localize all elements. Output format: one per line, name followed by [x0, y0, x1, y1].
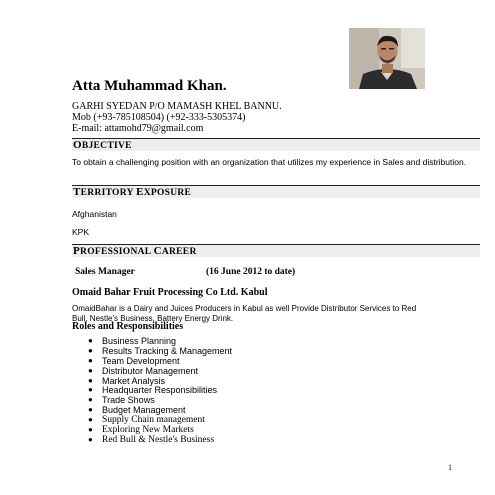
list-item-text: Market Analysis [102, 375, 166, 386]
bullet-icon: ● [88, 434, 93, 444]
bullet-icon: ● [88, 425, 93, 435]
heading-initial: E [136, 186, 144, 198]
heading-rest: AREER [161, 247, 197, 257]
list-item [88, 356, 348, 366]
heading-initial: P [73, 245, 81, 257]
responsibilities-list [88, 336, 348, 445]
list-item-text: Exploring New Markets [102, 425, 194, 436]
list-item-text: Results Tracking & Management [102, 345, 233, 356]
section-heading-objective [72, 138, 480, 151]
territory-item: KPK [72, 227, 90, 237]
bullet-icon: ● [88, 415, 93, 425]
territory-item: Afghanistan [72, 209, 117, 219]
job-role-line [75, 267, 395, 277]
list-item [88, 336, 348, 346]
list-item-text: Supply Chain management [102, 415, 205, 426]
bullet-icon: ● [88, 365, 93, 375]
list-item-text: Trade Shows [102, 395, 155, 406]
candidate-name: Atta Muhammad Khan. [72, 78, 227, 94]
heading-rest: ROFESSIONAL [80, 247, 154, 257]
company-description: OmaidBahar is a Dairy and Juices Producers in Kabul as well Provide Distributor Services to Red Bull, Nestle's Business, Battery Energy Drink. [72, 304, 417, 323]
contact-block [72, 101, 282, 134]
heading-rest: XPOSURE [143, 188, 192, 198]
bullet-icon: ● [88, 385, 93, 395]
list-item-text: Team Development [102, 355, 180, 366]
list-item [88, 346, 348, 356]
list-item [88, 435, 348, 445]
person-photo-icon [349, 28, 425, 89]
bullet-icon: ● [88, 345, 93, 355]
heading-rest: ERRITORY [80, 188, 137, 198]
responsibilities-heading: Roles and Responsibilities [72, 321, 184, 332]
section-heading-territory [72, 185, 480, 198]
section-heading-career [72, 244, 480, 257]
profile-photo [349, 28, 425, 89]
heading-initial: T [73, 186, 81, 198]
heading-rest: BJECTIVE [81, 141, 132, 151]
list-item [88, 366, 348, 376]
job-title: Sales Manager [75, 267, 135, 277]
list-item-text: Distributor Management [102, 365, 199, 376]
bullet-icon: ● [88, 395, 93, 405]
bullet-icon: ● [88, 405, 93, 415]
job-dates: (16 June 2012 to date) [206, 267, 296, 277]
bullet-icon: ● [88, 375, 93, 385]
mobile-line: Mob (+93-785108504) (+92-333-5305374) [72, 112, 246, 123]
list-item-text: Budget Management [102, 405, 186, 416]
list-item [88, 385, 348, 395]
list-item [88, 395, 348, 405]
heading-initial: C [153, 245, 162, 257]
bullet-icon: ● [88, 355, 93, 365]
list-item-text: Business Planning [102, 336, 177, 346]
list-item [88, 425, 348, 435]
address-line: GARHI SYEDAN P/O MAMASH KHEL BANNU. [72, 101, 282, 112]
page-number: 1 [448, 463, 452, 472]
list-item-text: Red Bull & Nestle's Business [102, 434, 215, 445]
email-line: E-mail: attamohd79@gmail.com [72, 123, 204, 134]
list-item [88, 376, 348, 386]
list-item [88, 405, 348, 415]
list-item-text: Headquarter Responsibilities [102, 385, 218, 396]
objective-text: To obtain a challenging position with an organization that utilizes my experience in Sales and distribution. [72, 157, 467, 167]
bullet-icon: ● [88, 336, 93, 345]
heading-initial: O [73, 139, 82, 151]
company-name: Omaid Bahar Fruit Processing Co Ltd. Kabul [72, 287, 268, 298]
list-item [88, 415, 348, 425]
